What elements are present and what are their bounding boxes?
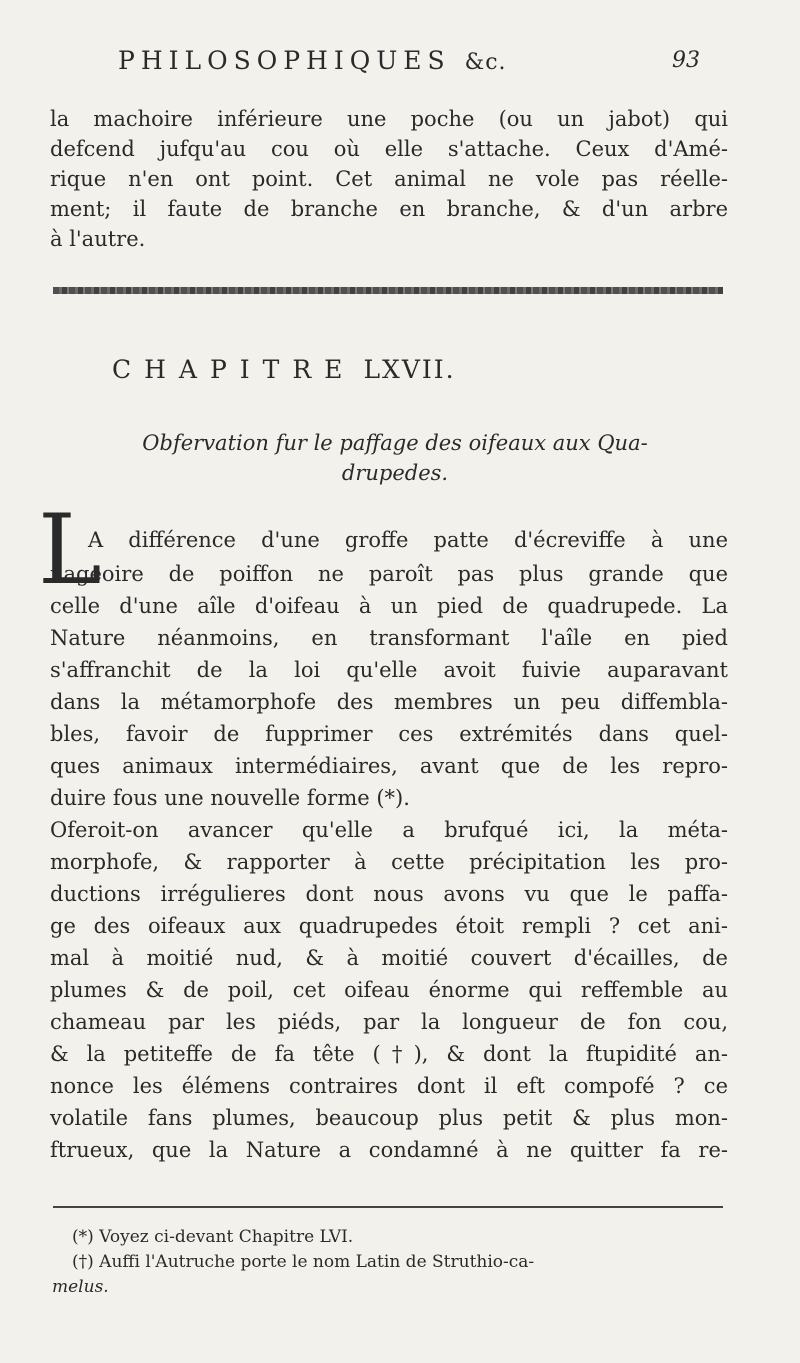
subtitle-line: drupedes. [341, 461, 449, 485]
footnote: (*) Voyez ci-devant Chapitre LVI. [72, 1227, 354, 1247]
chapter-word: CHAPITRE [112, 355, 356, 384]
text-line: à l'autre. [50, 227, 146, 251]
text-line: celle d'une aîle d'oifeau à un pied de quadrupede. La [50, 594, 728, 618]
top-paragraph [50, 104, 728, 254]
text-line: dans la métamorphofe des membres un peu diffembla- [50, 690, 728, 714]
text-line: ductions irrégulieres dont nous avons vu que le paffa- [50, 882, 728, 906]
text-line: nonce les élémens contraires dont il eft compofé ? ce [50, 1074, 728, 1098]
footnote-continuation: melus. [52, 1277, 109, 1297]
text-line: A différence d'une groffe patte d'écreviffe à une [88, 528, 728, 552]
footnote-rule [53, 1206, 723, 1208]
text-line: defcend jufqu'au cou où elle s'attache. Ceux d'Amé- [50, 137, 728, 161]
text-line: chameau par les piéds, par la longueur de fon cou, [50, 1010, 728, 1034]
running-header [118, 46, 718, 78]
text-line: ge des oifeaux aux quadrupedes étoit rempli ? cet ani- [50, 914, 728, 938]
chapter-heading [112, 355, 682, 385]
footnote: (†) Auffi l'Autruche porte le nom Latin de Struthio-ca- [72, 1252, 535, 1272]
text-line: ment; il faute de branche en branche, & d'un arbre [50, 197, 728, 221]
running-title: PHILOSOPHIQUES [118, 46, 451, 75]
main-paragraph [50, 528, 728, 1166]
text-line: Oferoit-on avancer qu'elle a brufqué ici, la méta- [50, 818, 728, 842]
text-line: plumes & de poil, cet oifeau énorme qui reffemble au [50, 978, 728, 1002]
text-line: morphofe, & rapporter à cette précipitation les pro- [50, 850, 728, 874]
chapter-subtitle [60, 428, 730, 488]
text-line: bles, favoir de fupprimer ces extrémités dans quel- [50, 722, 728, 746]
text-line: nageoire de poiffon ne paroît pas plus grande que [50, 562, 728, 586]
text-line: s'affranchit de la loi qu'elle avoit fuivie auparavant [50, 658, 728, 682]
text-line: duire fous une nouvelle forme (*). [50, 786, 410, 810]
text-line: la machoire inférieure une poche (ou un jabot) qui [50, 107, 728, 131]
text-line: rique n'en ont point. Cet animal ne vole pas réelle- [50, 167, 728, 191]
text-line: volatile fans plumes, beaucoup plus petit & plus mon- [50, 1106, 728, 1130]
ornamental-rule [53, 287, 723, 294]
text-line: ftrueux, que la Nature a condamné à ne quitter fa re- [50, 1138, 728, 1162]
text-line: & la petiteffe de fa tête (†), & dont la ftupidité an- [50, 1042, 728, 1066]
text-line: ques animaux intermédiaires, avant que de les repro- [50, 754, 728, 778]
subtitle-line: Obfervation fur le paffage des oifeaux aux Qua- [142, 431, 648, 455]
running-title-etc: &c. [464, 50, 507, 75]
drop-cap: L [38, 494, 102, 606]
chapter-number: LXVII. [363, 355, 456, 384]
text-line: mal à moitié nud, & à moitié couvert d'écailles, de [50, 946, 728, 970]
page-number: 93 [672, 48, 700, 73]
text-line: Nature néanmoins, en transformant l'aîle en pied [50, 626, 728, 650]
footnotes [52, 1225, 728, 1300]
